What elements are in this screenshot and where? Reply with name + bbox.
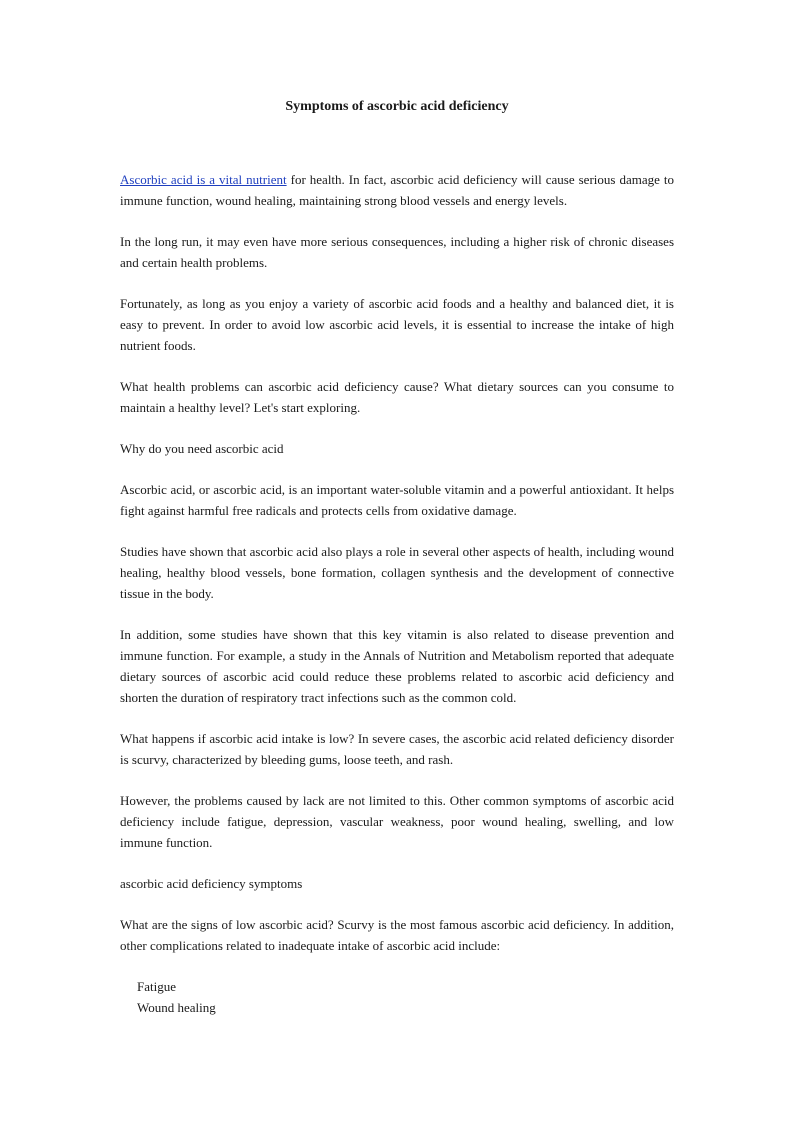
list-item: Wound healing — [137, 1000, 216, 1015]
paragraph: What happens if ascorbic acid intake is low? In severe cases, the ascorbic acid related deficiency disorder is scurvy, characterized by bleeding gums, loose teeth, and rash. — [120, 731, 674, 767]
nutrient-link[interactable]: Ascorbic acid is a vital nutrient — [120, 172, 287, 187]
document-page — [120, 96, 674, 1018]
paragraph: In the long run, it may even have more serious consequences, including a higher risk of chronic diseases and certain health problems. — [120, 234, 674, 270]
paragraph: What are the signs of low ascorbic acid? Scurvy is the most famous ascorbic acid deficiency. In addition, other complications related to inadequate intake of ascorbic acid include: — [120, 917, 674, 953]
paragraph: In addition, some studies have shown that this key vitamin is also related to disease prevention and immune function. For example, a study in the Annals of Nutrition and Metabolism reported that adequate dietary sources of ascorbic acid could reduce these problems related to ascorbic acid deficiency and shorten the duration of respiratory tract infections such as the common cold. — [120, 627, 674, 705]
section-heading: ascorbic acid deficiency symptoms — [120, 876, 303, 891]
symptom-list — [120, 976, 674, 1018]
paragraph: What health problems can ascorbic acid deficiency cause? What dietary sources can you consume to maintain a healthy level? Let's start exploring. — [120, 379, 674, 415]
paragraph: Ascorbic acid, or ascorbic acid, is an important water-soluble vitamin and a powerful antioxidant. It helps fight against harmful free radicals and protects cells from oxidative damage. — [120, 482, 674, 518]
paragraph: However, the problems caused by lack are not limited to this. Other common symptoms of ascorbic acid deficiency include fatigue, depression, vascular weakness, poor wound healing, swelling, and low immune function. — [120, 793, 674, 850]
intro-text: for health. In fact, ascorbic acid deficiency will cause serious damage to immune function, wound healing, maintaining strong blood vessels and energy levels. — [120, 172, 674, 208]
paragraph: Fortunately, as long as you enjoy a variety of ascorbic acid foods and a healthy and balanced diet, it is easy to prevent. In order to avoid low ascorbic acid levels, it is essential to increase the intake of high nutrient foods. — [120, 296, 674, 353]
section-heading: Why do you need ascorbic acid — [120, 441, 284, 456]
intro-paragraph — [120, 169, 674, 211]
document-title: Symptoms of ascorbic acid deficiency — [285, 99, 509, 114]
list-item: Fatigue — [137, 979, 176, 994]
paragraph: Studies have shown that ascorbic acid also plays a role in several other aspects of health, including wound healing, healthy blood vessels, bone formation, collagen synthesis and the development of connective tissue in the body. — [120, 544, 674, 601]
